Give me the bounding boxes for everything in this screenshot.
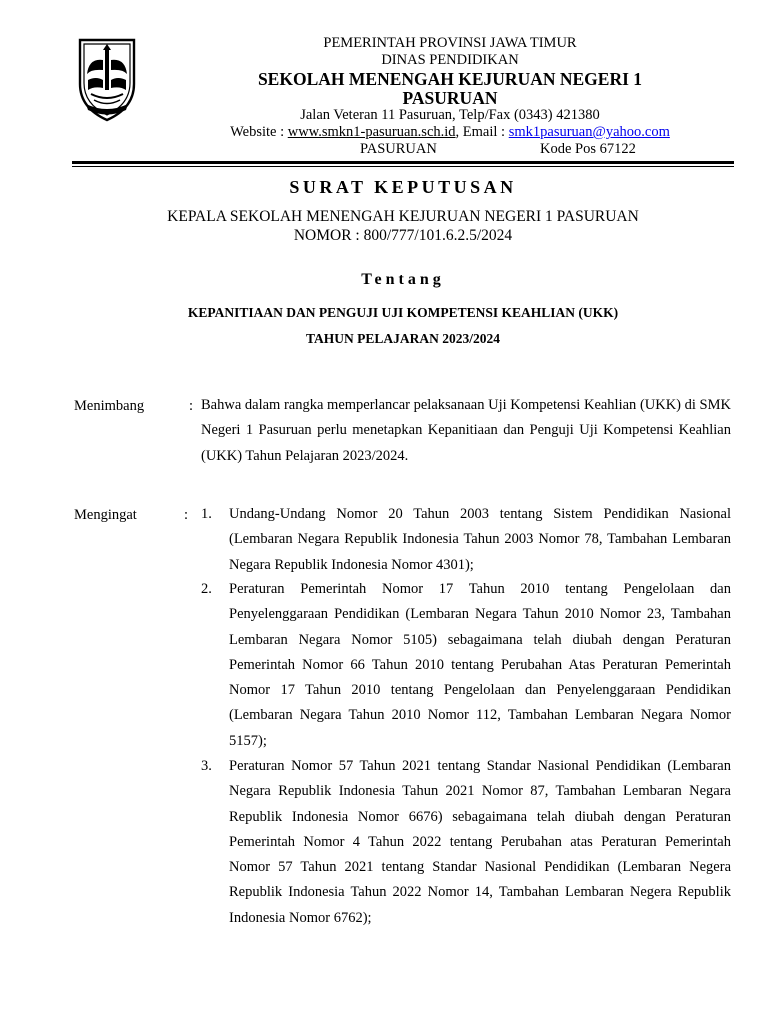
mengingat-item-text: Peraturan Pemerintah Nomor 17 Tahun 2010 tentang Pengelolaan dan Penyelenggaraan Pendidikan (Lembaran Negara Tahun 2010 Nomor 23, Tambahan Lembaran Negara Nomor 5105) sebagaimana telah diubah dengan Peraturan Pemerintah Nomor 66 Tahun 2010 tentang Perubahan Atas Peraturan Pemerintah Nomor 17 Tahun 2010 tentang Pengelolaan dan Penyelenggaraan Pendidikan (Lembaran Negara Tahun 2010 Nomor 112, Tambahan Lembaran Negara Nomor 5157);	[229, 581, 731, 749]
mengingat-label: Mengingat	[74, 507, 137, 523]
menimbang-colon: :	[189, 398, 194, 414]
header-divider-thick	[72, 161, 734, 164]
mengingat-item-number: 1.	[201, 506, 212, 522]
menimbang-text: Bahwa dalam rangka memperlancar pelaksanaan Uji Kompetensi Keahlian (UKK) di SMK Negeri 1 Pasuruan perlu menetapkan Kepanitiaan dan Penguji Uji Kompetensi Keahlian (UKK) Tahun Pelajaran 2023/2024.	[201, 397, 731, 464]
header-school-name: SEKOLAH MENENGAH KEJURUAN NEGERI 1	[257, 69, 643, 89]
document-number: NOMOR : 800/777/101.6.2.5/2024	[293, 227, 513, 244]
mengingat-item-number: 3.	[201, 758, 212, 774]
document-title: SURAT KEPUTUSAN	[289, 177, 517, 197]
menimbang-label: Menimbang	[74, 398, 145, 414]
header-city: PASURUAN	[360, 141, 437, 157]
website-label: Website :	[230, 124, 288, 140]
website-link[interactable]: www.smkn1-pasuruan.sch.id	[287, 124, 456, 140]
email-label: , Email :	[455, 124, 509, 140]
email-link[interactable]: smk1pasuruan@yahoo.com	[508, 124, 670, 140]
mengingat-item-text: Undang-Undang Nomor 20 Tahun 2003 tentang Sistem Pendidikan Nasional (Lembaran Negara Republik Indonesia Tahun 2003 Nomor 78, Tambahan Lembaran Negara Republik Indonesia Nomor 4301);	[229, 506, 731, 573]
document-tentang: Tentang	[361, 271, 445, 288]
mengingat-colon: :	[184, 507, 189, 523]
header-school-city: PASURUAN	[402, 88, 498, 108]
header-divider-thin	[72, 166, 734, 167]
header-postal-code: Kode Pos 67122	[540, 141, 636, 157]
document-issuer: KEPALA SEKOLAH MENENGAH KEJURUAN NEGERI 1 PASURUAN	[167, 208, 639, 225]
header-address: Jalan Veteran 11 Pasuruan, Telp/Fax (0343) 421380	[300, 107, 600, 123]
document-topic: KEPANITIAAN DAN PENGUJI UJI KOMPETENSI KEAHLIAN (UKK)	[187, 305, 619, 320]
header-government: PEMERINTAH PROVINSI JAWA TIMUR	[323, 35, 577, 51]
mengingat-item-number: 2.	[201, 581, 212, 597]
header-department: DINAS PENDIDIKAN	[381, 52, 519, 68]
header-contact	[150, 124, 750, 141]
provincial-emblem-logo	[74, 36, 140, 122]
mengingat-item-text: Peraturan Nomor 57 Tahun 2021 tentang Standar Nasional Pendidikan (Lembaran Negara Republik Indonesia Tahun 2021 Nomor 87, Tambahan Lembaran Negara Republik Indonesia Nomor 6676) sebagaimana telah diubah dengan Peraturan Pemerintah Nomor 4 Tahun 2022 tentang Perubahan atas Peraturan Pemerintah Nomor 57 Tahun 2021 tentang Standar Nasional Pendidikan (Lembaran Negera Republik Indonesia Tahun 2022 Nomor 14, Tambahan Lembaran Negera Republik Indonesia Nomor 6762);	[229, 758, 731, 926]
document-topic-year: TAHUN PELAJARAN 2023/2024	[305, 331, 500, 346]
